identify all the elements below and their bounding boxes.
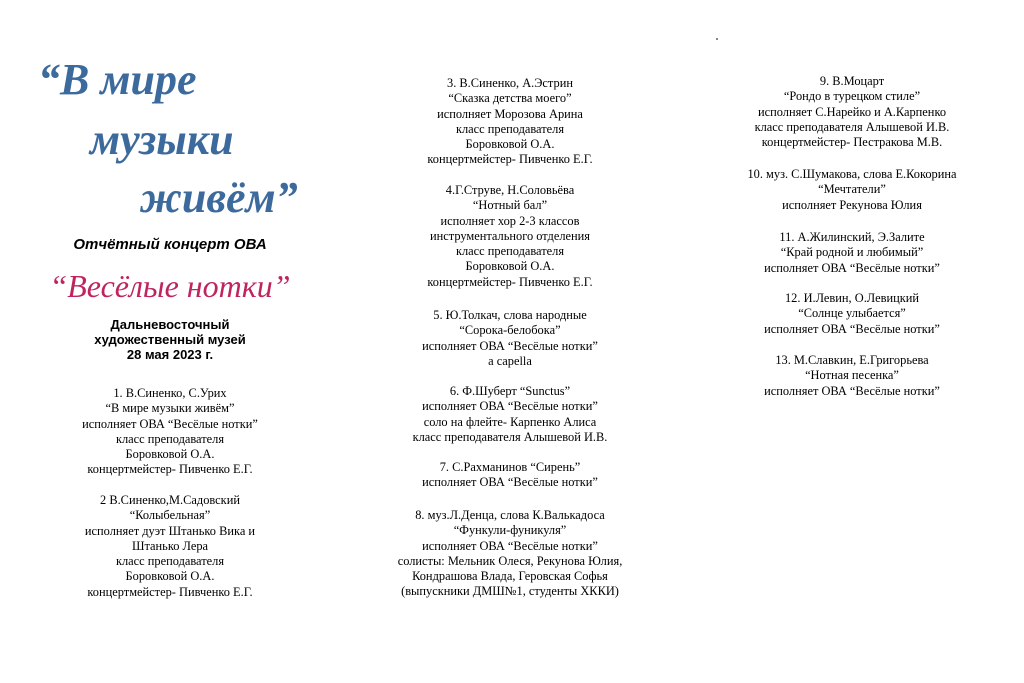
program-line: исполняет Морозова Арина xyxy=(437,106,583,121)
venue-line-2: художественный музей xyxy=(94,332,246,347)
program-line: инструментального отделения xyxy=(430,228,590,243)
program-line: “Нотная песенка” xyxy=(805,368,899,383)
program-item-13 xyxy=(680,353,1024,399)
program-item-10 xyxy=(680,167,1024,213)
program-item-5 xyxy=(340,308,680,369)
program-line: класс преподавателя xyxy=(455,244,565,259)
title-line-3: живём” xyxy=(140,173,298,222)
program-line: исполняет ОВА “Весёлые нотки” xyxy=(422,399,598,414)
program-item-8 xyxy=(340,508,680,600)
program-line: класс преподавателя xyxy=(455,121,565,136)
program-line: исполняет хор 2-3 классов xyxy=(440,213,580,228)
program-line: класс преподавателя Алышевой И.В. xyxy=(754,119,950,134)
program-line: a capella xyxy=(488,353,532,368)
program-item-2 xyxy=(0,493,340,600)
concert-date: 28 мая 2023 г. xyxy=(126,347,214,362)
program-item-11 xyxy=(680,230,1024,276)
program-line: исполняет ОВА “Весёлые нотки” xyxy=(422,538,598,553)
program-item-12 xyxy=(680,291,1024,337)
program-line: 7. С.Рахманинов “Сирень” xyxy=(439,460,581,474)
program-line: исполняет ОВА “Весёлые нотки” xyxy=(764,321,940,336)
title-line-1: “В мире xyxy=(38,55,197,104)
program-line: концертмейстер- Пестракова М.В. xyxy=(761,135,943,150)
program-line: исполняет ОВА “Весёлые нотки” xyxy=(422,475,598,490)
program-line: исполняет дуэт Штанько Вика и xyxy=(84,523,256,538)
program-line: 13. М.Славкин, Е.Григорьева xyxy=(775,353,929,367)
program-item-4 xyxy=(340,183,680,290)
program-line: концертмейстер- Пивченко Е.Г. xyxy=(427,152,593,167)
program-line: “Солнце улыбается” xyxy=(798,306,906,321)
program-line: “В мире музыки живём” xyxy=(105,401,235,416)
program-item-9 xyxy=(680,74,1024,150)
program-line: 10. муз. С.Шумакова, слова Е.Кокорина xyxy=(747,167,957,181)
program-line: 4.Г.Струве, Н.Соловьёва xyxy=(445,183,575,197)
program-line: “Сказка детства моего” xyxy=(448,91,572,106)
program-line: “Функули-фуникуля” xyxy=(453,523,567,538)
ensemble-name: “Весёлые нотки” xyxy=(49,268,291,304)
program-line: Боровковой О.А. xyxy=(125,447,215,462)
program-line: концертмейстер- Пивченко Е.Г. xyxy=(87,462,253,477)
program-line: “Рондо в турецком стиле” xyxy=(783,89,921,104)
program-line: 2 В.Синенко,М.Садовский xyxy=(100,493,240,507)
program-line: 1. В.Синенко, С.Урих xyxy=(113,386,227,400)
program-line: “Нотный бал” xyxy=(472,198,548,213)
program-line: исполняет ОВА “Весёлые нотки” xyxy=(764,383,940,398)
program-line: (выпускники ДМШ№1, студенты ХККИ) xyxy=(401,584,619,599)
program-line: исполняет ОВА “Весёлые нотки” xyxy=(422,338,598,353)
program-line: 6. Ф.Шуберт “Sunctus” xyxy=(449,384,571,398)
program-line: исполняет Рекунова Юлия xyxy=(782,197,922,212)
program-item-7 xyxy=(340,460,680,491)
program-line: исполняет ОВА “Весёлые нотки” xyxy=(764,260,940,275)
program-line: 11. А.Жилинский, Э.Залите xyxy=(779,230,925,244)
venue-info xyxy=(0,317,340,362)
program-line: Боровковой О.А. xyxy=(465,137,555,152)
program-line: “Сорока-белобока” xyxy=(459,323,561,338)
program-line: концертмейстер- Пивченко Е.Г. xyxy=(427,274,593,289)
program-item-3 xyxy=(340,76,680,168)
venue-line-1: Дальневосточный xyxy=(110,317,230,332)
program-line: класс преподавателя xyxy=(115,554,225,569)
program-line: “Край родной и любимый” xyxy=(780,245,924,260)
program-line: солисты: Мельник Олеся, Рекунова Юлия, xyxy=(397,553,623,568)
program-line: соло на флейте- Карпенко Алиса xyxy=(423,414,597,429)
program-line: исполняет С.Нарейко и А.Карпенко xyxy=(757,104,947,119)
program-item-6 xyxy=(340,384,680,445)
program-line: 5. Ю.Толкач, слова народные xyxy=(433,308,587,322)
program-line: Боровковой О.А. xyxy=(465,259,555,274)
program-line: 8. муз.Л.Денца, слова К.Валькадоса xyxy=(415,508,605,522)
program-line: Штанько Лера xyxy=(131,538,209,553)
program-line: 9. В.Моцарт xyxy=(819,74,885,88)
program-line: “Колыбельная” xyxy=(129,508,211,523)
title-line-2: музыки xyxy=(90,115,234,164)
concert-subtitle: Отчётный концерт ОВА xyxy=(73,236,267,253)
program-item-1 xyxy=(0,386,340,478)
program-line: 3. В.Синенко, А.Эстрин xyxy=(447,76,573,90)
program-line: класс преподавателя xyxy=(115,431,225,446)
program-line: “Мечтатели” xyxy=(818,182,886,197)
program-line: 12. И.Левин, О.Левицкий xyxy=(784,291,920,305)
program-line: Кондрашова Влада, Геровская Софья xyxy=(412,569,608,584)
program-line: класс преподавателя Алышевой И.В. xyxy=(412,429,608,444)
stray-dot xyxy=(716,38,718,40)
program-line: исполняет ОВА “Весёлые нотки” xyxy=(82,416,258,431)
program-line: концертмейстер- Пивченко Е.Г. xyxy=(87,584,253,599)
program-line: Боровковой О.А. xyxy=(125,569,215,584)
